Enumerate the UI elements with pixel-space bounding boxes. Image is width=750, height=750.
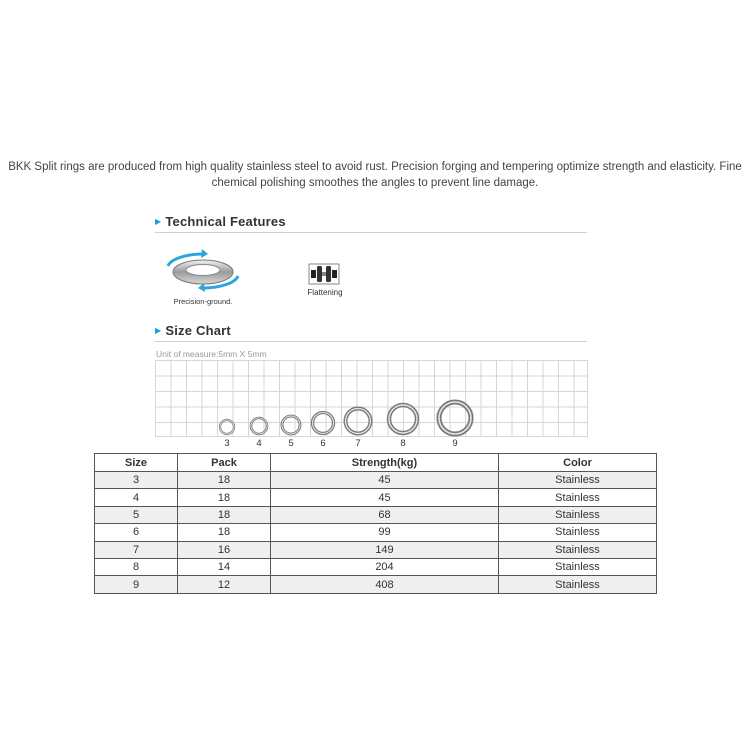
cell-color: Stainless [499,541,657,558]
flattening-icon [308,263,340,285]
table-row [95,558,657,575]
column-header-strength: Strength(kg) [271,454,499,472]
ring-size-label: 8 [400,438,406,449]
precision-ground-ring-icon [158,248,248,296]
cell-strength: 45 [271,489,499,506]
cell-strength: 99 [271,524,499,541]
ring-size-label: 9 [452,438,458,449]
cell-size: 9 [95,576,178,593]
intro-line-1: BKK Split rings are produced from high quality stainless steel to avoid rust. Precision forging and tempering optimize strength and elasticity. Fine [8,161,742,173]
column-header-pack: Pack [178,454,271,472]
cell-color: Stainless [499,489,657,506]
column-header-size: Size [95,454,178,472]
unit-of-measure-label: Unit of measure:5mm X 5mm [156,349,267,359]
cell-color: Stainless [499,472,657,489]
technical-features-title: Technical Features [165,214,286,229]
cell-pack: 18 [178,506,271,523]
cell-pack: 18 [178,524,271,541]
ring-size-label: 6 [320,438,326,449]
cell-strength: 408 [271,576,499,593]
technical-features-heading [155,214,587,233]
cell-pack: 18 [178,489,271,506]
ring-size-label: 5 [288,438,294,449]
table-header-row [95,454,657,472]
size-chart-title: Size Chart [165,323,231,338]
table-row [95,576,657,593]
triangle-bullet-icon: ▶ [155,217,162,227]
cell-size: 8 [95,558,178,575]
table-row [95,506,657,523]
cell-strength: 45 [271,472,499,489]
ring-size-label: 4 [256,438,262,449]
cell-color: Stainless [499,506,657,523]
cell-size: 5 [95,506,178,523]
table-row [95,472,657,489]
table-row [95,524,657,541]
cell-pack: 16 [178,541,271,558]
cell-size: 3 [95,472,178,489]
cell-color: Stainless [499,524,657,541]
cell-pack: 14 [178,558,271,575]
cell-color: Stainless [499,576,657,593]
flattening-caption: Flattening [307,288,343,297]
cell-color: Stainless [499,558,657,575]
table-row [95,541,657,558]
cell-size: 7 [95,541,178,558]
size-chart-heading [155,323,587,342]
cell-pack: 12 [178,576,271,593]
ring-size-label: 3 [224,438,230,449]
cell-pack: 18 [178,472,271,489]
table-row [95,489,657,506]
column-header-color: Color [499,454,657,472]
triangle-bullet-icon: ▶ [155,326,162,336]
intro-line-2: chemical polishing smoothes the angles to prevent line damage. [211,177,539,189]
size-chart-grid [155,360,588,437]
ring-size-label: 7 [355,438,361,449]
cell-strength: 204 [271,558,499,575]
precision-ground-caption: Precision-ground. [173,297,233,306]
cell-strength: 68 [271,506,499,523]
cell-strength: 149 [271,541,499,558]
cell-size: 6 [95,524,178,541]
cell-size: 4 [95,489,178,506]
intro-paragraph [0,159,750,191]
specification-table [94,453,657,594]
